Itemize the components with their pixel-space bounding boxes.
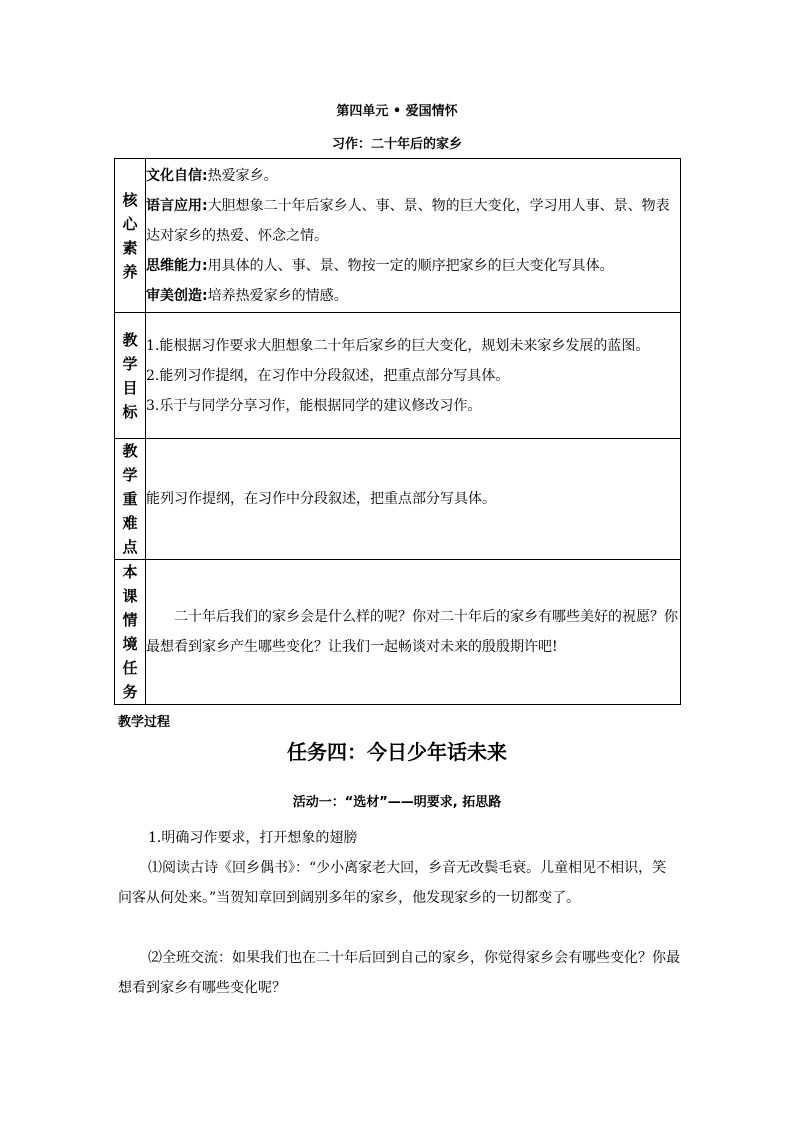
process-heading: 教学过程 — [118, 715, 171, 730]
table-row-teaching-goals — [115, 313, 681, 439]
goal-item: 3.乐于与同学分享习作，能根据同学的建议修改习作。 — [146, 397, 482, 414]
label-text: 本 课 情 境 任 务 — [122, 563, 138, 701]
label-text: 教 学 目 标 — [122, 330, 138, 421]
core-term: 审美创造: — [146, 287, 208, 304]
paragraph-1: 1.明确习作要求，打开想象的翅膀 — [148, 830, 358, 846]
scenario-task-content — [146, 560, 681, 705]
label-text: 教 学 重 难 点 — [122, 442, 138, 556]
activity-title: 活动一：“选材”——明要求, 拓思路 — [292, 795, 502, 810]
paragraph-2: ⑴阅读古诗《回乡偶书》：“少小离家老大回，乡音无改鬓毛衰。儿童相见不相识，笑问客从何处来。”当贺知章回到阔别多年的家乡，他发现家乡的一切都变了。 — [118, 860, 667, 906]
core-text: 培养热爱家乡的情感。 — [207, 287, 348, 304]
core-text: 大胆想象二十年后家乡人、事、景、物的巨大变化，学习用人事、景、物表达对家乡的热爱、怀念之情。 — [146, 197, 670, 244]
table-row-key-points — [115, 439, 681, 560]
core-text: 热爱家乡。 — [207, 167, 278, 184]
goal-item: 2.能列习作提纲，在习作中分段叙述，把重点部分写具体。 — [146, 367, 510, 384]
core-term: 文化自信: — [146, 167, 208, 184]
lesson-plan-table — [114, 158, 681, 705]
core-item-language — [146, 191, 680, 251]
teaching-goals-content — [146, 313, 681, 439]
goal-item: 1.能根据习作要求大胆想象二十年后家乡的巨大变化，规划未来家乡发展的蓝图。 — [146, 337, 650, 354]
table-row-core-literacy — [115, 159, 681, 313]
core-text: 用具体的人、事、景、物按一定的顺序把家乡的巨大变化写具体。 — [207, 257, 614, 274]
key-points-text: 能列习作提纲，在习作中分段叙述，把重点部分写具体。 — [146, 491, 496, 507]
core-item-aesthetic — [146, 281, 680, 311]
core-term: 语言应用: — [146, 197, 208, 214]
core-item-thinking — [146, 251, 680, 281]
task-title: 任务四：今日少年话未来 — [287, 740, 507, 764]
scenario-text: 二十年后我们的家乡会是什么样的呢？你对二十年后的家乡有哪些美好的祝愿？你最想看到家乡产生哪些变化？让我们一起畅谈对未来的殷殷期许吧! — [146, 609, 678, 655]
core-term: 思维能力: — [146, 257, 208, 274]
row-label-key-points — [115, 439, 146, 560]
row-label-core-literacy — [115, 159, 146, 313]
row-label-scenario-task — [115, 560, 146, 705]
core-item-culture — [146, 161, 680, 191]
core-literacy-content — [146, 159, 681, 313]
row-label-teaching-goals — [115, 313, 146, 439]
label-text: 核 心 素 养 — [122, 190, 138, 281]
paragraph-3: ⑵全班交流：如果我们也在二十年后回到自己的家乡，你觉得家乡会有哪些变化？你最想看到家乡有哪些变化呢？ — [118, 950, 680, 996]
key-points-content — [146, 439, 681, 560]
table-row-scenario-task — [115, 560, 681, 705]
unit-title: 第四单元 • 爱国情怀 — [336, 104, 458, 119]
lesson-title: 习作：二十年后的家乡 — [331, 137, 462, 152]
